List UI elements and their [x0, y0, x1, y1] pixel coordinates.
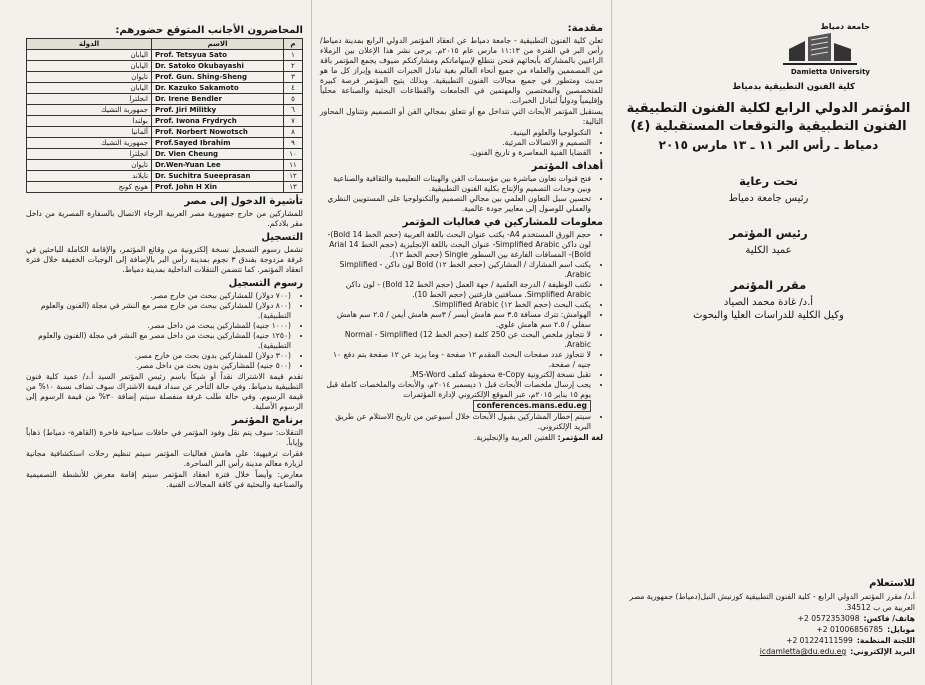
university-name-en: Damietta University — [790, 68, 870, 76]
info-list — [320, 230, 603, 432]
axis-item: • التكنولوجيا والعلوم البينية. — [320, 128, 591, 138]
rapporteur-role: وكيل الكلية للدراسات العليا والبحوث — [693, 310, 844, 321]
phone-label: هاتف/ فاكس: — [863, 614, 915, 623]
info-item: • تكتب الوظيفة / الدرجة العلمية / جهة العمل (حجم الخط 12 Bold) - لون داكن Simplified Arabic. مسافتين فارغتين (حجم الخط 10). — [320, 280, 591, 300]
axes-list — [320, 128, 603, 158]
speaker-country: بولندا — [27, 116, 152, 127]
fees-title: رسوم التسجيل — [228, 278, 303, 289]
right-column — [612, 0, 925, 685]
conference-date: دمياط ـ رأس البر ١١ ـ ١٣ مارس ٢٠١٥ — [658, 138, 879, 152]
contact-row — [622, 635, 915, 646]
speaker-row — [27, 72, 303, 83]
speaker-country: ألمانيا — [27, 127, 152, 138]
info-item: • يكتب اسم المشارك / المشاركين (حجم الخط ١٢) Bold لون داكن - Simplified Arabic. — [320, 260, 591, 280]
president-value: عميد الكلية — [745, 245, 792, 256]
register-text: تشمل رسوم التسجيل نسخة إلكترونية من وقائع المؤتمر، والإقامة الكاملة للباحثين في غرفة مزدوجة بفندق ٣ نجوم بمدينة رأس البر بالإضافة إلى الوجبات الخفيفة خلال فترة انعقاد المؤتمر. كما تتضمن التنقلات الداخلية بمدينة دمياط. — [26, 245, 303, 274]
speaker-country: انجلترا — [27, 149, 152, 160]
language-line — [320, 433, 603, 443]
info-item: • حجم الورق المستخدم A4- يكتب عنوان البحث باللغة العربية (حجم الخط 14 Bold)- لون داكن Simplified Arabic- عنوان البحث باللغة الإنجليزية (حجم الخط 14 Arial Bold)- المسافات الفارغة بين السطور Single (حجم الخط ١٢). — [320, 230, 591, 260]
goals-title: أهداف المؤتمر — [531, 161, 603, 172]
speaker-row — [27, 50, 303, 61]
speaker-country: جمهورية التشيك — [27, 138, 152, 149]
speaker-row — [27, 127, 303, 138]
speaker-name: Prof. Jiri Militky — [152, 105, 284, 116]
info-item: • تقبل نسخة إلكترونية e-Copy محفوظة كملف MS-Word. — [320, 370, 591, 380]
contact-row — [622, 613, 915, 624]
speakers-header-row — [27, 39, 303, 50]
info-item: • الهوامش: تترك مسافة ٣.٥ سم هامش أيسر / ٣سم هامش أيمن / ٢.٥ سم هامش سفلي / ٢.٥ سم هامش علوي. — [320, 310, 591, 330]
contact-title: للاستعلام — [869, 578, 915, 589]
goal-item: • تحسين سبل التعاون العلمي بين مجالي التصميم والتكنولوجيا على المستويين النظري والعملي للوصول إلى معايير جودة عالمية. — [320, 194, 591, 214]
language-label: لغة المؤتمر: — [557, 433, 603, 442]
header-name: الاسم — [152, 39, 284, 50]
info-item: • لا تتجاوز ملخص البحث عن 250 كلمة (حجم الخط 12) Normal - Simplified Arabic. — [320, 330, 591, 350]
speaker-country: جمهورية التشيك — [27, 105, 152, 116]
speaker-name: Prof.Sayed Ibrahim — [152, 138, 284, 149]
university-logo — [622, 18, 915, 84]
speaker-number: ٥ — [284, 94, 303, 105]
speaker-name: Dr. Suchitra Sueeprasan — [152, 171, 284, 182]
middle-column — [312, 0, 612, 685]
info-item — [320, 380, 591, 412]
conference-title: المؤتمر الدولي الرابع لكلية الفنون التطبيقية الفنون التطبيقية والتوقعات المستقبلية (٤) — [626, 101, 911, 134]
speakers-table — [26, 38, 303, 193]
university-building-icon — [775, 31, 865, 67]
email-link[interactable]: icdamletta@du.edu.eg — [759, 647, 847, 656]
speaker-country: اليابان — [27, 50, 152, 61]
faculty-name: كلية الفنون التطبيقية بدمياط — [732, 82, 855, 92]
speaker-country: اليابان — [27, 61, 152, 72]
contact-row — [622, 624, 915, 635]
speaker-name: Prof. Iwona Frydrych — [152, 116, 284, 127]
speaker-number: ٣ — [284, 72, 303, 83]
speaker-number: ٧ — [284, 116, 303, 127]
speaker-number: ٢ — [284, 61, 303, 72]
info-item: • سيتم إخطار المشاركين بقبول الأبحاث خلال أسبوعين من تاريخ الاستلام عن طريق البريد الإلكتروني. — [320, 412, 591, 432]
speaker-country: اليابان — [27, 83, 152, 94]
program-title: برنامج المؤتمر — [231, 415, 303, 426]
committee-label: اللجنة المنظمة: — [856, 636, 915, 645]
committee-value: +2 01224111599 — [786, 636, 853, 645]
speaker-number: ٨ — [284, 127, 303, 138]
patron-block — [622, 174, 915, 204]
fee-item: • (٥٠٠ جنيه) للمشاركين بدون بحث من داخل مصر. — [26, 361, 291, 371]
speaker-row — [27, 138, 303, 149]
fee-item: • (١٢٥٠ جنيه) للمشاركين ببحث من داخل مصر مع النشر في مجلة (الفنون والعلوم التطبيقية). — [26, 331, 291, 351]
president-block — [622, 226, 915, 256]
register-title: التسجيل — [261, 232, 303, 243]
speaker-name: Dr. Satoko Okubayashi — [152, 61, 284, 72]
fee-item: • (١٠٠٠ جنيه) للمشاركين ببحث من داخل مصر. — [26, 321, 291, 331]
info-item: • يكتب البحث (حجم الخط ١٢) Simplified Arabic. — [320, 300, 591, 310]
axis-item: • القضايا الفنية المعاصرة و تاريخ الفنون. — [320, 148, 591, 158]
speaker-number: ١ — [284, 50, 303, 61]
speaker-row — [27, 182, 303, 193]
speaker-name: Prof. Tetsyua Sato — [152, 50, 284, 61]
visa-title: تأشيرة الدخول إلى مصر — [184, 196, 303, 207]
speaker-row — [27, 105, 303, 116]
info-item: • لا تتجاوز عدد صفحات البحث المقدم ١٢ صفحة - وما يزيد عن ١٢ صفحة يتم دفع ١٠ جنيه / صفحة. — [320, 350, 591, 370]
speaker-number: ٦ — [284, 105, 303, 116]
speaker-row — [27, 171, 303, 182]
intro-text: تعلن كلية الفنون التطبيقية - جامعة دمياط عن انعقاد المؤتمر الدولي الرابع بمدينة دمياط/ رأس البر في الفترة من ١١:١٣ مارس عام ٢٠١٥م. يرجى نشر هذا الإعلان بين الزملاء الراغبين بالمشاركة بأبحاثهم فنحن نتطلع لإسهاماتكم ومشاركتكم ضيوف يجمع المؤتمر باقة من المصممين والعلماء من جميع أنحاء العالم بغية تبادل الخبرات الثمينة وإبراز كل ما هو حديث ومتطور في جميع مجالات الفنون التطبيقية. وبذلك يتيح المؤتمر فرصة كبيرة للمتخصصين والمختصين والمهتمين في الجامعات والقطاعات البحثية والصناعة محلياً وإقليمياً ودولياً لتبادل الخبرات. — [320, 36, 603, 105]
fee-item: • (٨٠٠ دولار) للمشاركين ببحث من خارج مصر مع النشر في مجلة (الفنون والعلوم التطبيقية). — [26, 301, 291, 321]
mobile-label: موبايل: — [887, 625, 915, 634]
speaker-row — [27, 149, 303, 160]
fees-note: تقدم قيمة الاشتراك نقداً أو شيكاً باسم رئيس المؤتمر السيد أ.د/ عميد كلية فنون التطبيقية بدمياط. وفي حالة التأخر عن سداد قيمة الاشتراك سوف تضاف نسبة ١٠% من قيمة الرسوم. وفي حالة طلب غرفة منفصلة سيتم إضافة ٣٠% من قيمة الرسوم إلى الرسوم الأصلية. — [26, 372, 303, 411]
speaker-name: Prof. John H Xin — [152, 182, 284, 193]
speaker-row — [27, 61, 303, 72]
contact-row — [622, 646, 915, 657]
left-column — [0, 0, 312, 685]
fee-item: • (٣٠٠ دولار) للمشاركين بدون بحث من خارج مصر. — [26, 351, 291, 361]
speaker-name: Prof. Norbert Nowotsch — [152, 127, 284, 138]
speaker-number: ١٢ — [284, 171, 303, 182]
header-country: الدولة — [27, 39, 152, 50]
email-label: البريد الإلكتروني: — [850, 647, 915, 656]
program-item: فقرات ترفيهية: على هامش فعاليات المؤتمر سيتم تنظيم رحلات استكشافية مجانية لزيارة معالم مدينة رأس البر الساحرة. — [26, 449, 303, 468]
speaker-row — [27, 160, 303, 171]
conference-url[interactable]: conferences.mans.edu.eg — [473, 400, 591, 412]
speaker-country: انجلترا — [27, 94, 152, 105]
president-label: رئيس المؤتمر — [729, 226, 808, 240]
fee-item: • (٧٠٠ دولار) للمشاركين ببحث من خارج مصر. — [26, 291, 291, 301]
speaker-name: Dr. Vien Cheung — [152, 149, 284, 160]
mobile-value: +2 01006856785 — [816, 625, 884, 634]
phone-value: +2 0572353098 — [797, 614, 860, 623]
speaker-number: ١٣ — [284, 182, 303, 193]
speaker-row — [27, 94, 303, 105]
program-item: معارض: وأيضاً خلال فترة انعقاد المؤتمر سيتم إقامة معرض للأنشطة التصميمية والصناعية والبحثية في كافة المجالات الفنية. — [26, 470, 303, 489]
axes-intro: يستقبل المؤتمر الأبحاث التي تتداخل مع أو تتعلق بمجالي الفن أو التصميم وتتناول المحاور التالية: — [320, 107, 603, 126]
goals-list — [320, 174, 603, 214]
speaker-number: ١٠ — [284, 149, 303, 160]
speaker-country: تايوان — [27, 160, 152, 171]
patron-label: تحت رعاية — [739, 174, 798, 188]
info-title: معلومات للمشاركين في فعاليات المؤتمر — [402, 217, 603, 228]
axis-item: • التصميم و الاتصالات المرئية. — [320, 138, 591, 148]
contact-address: أ.د/ مقرر المؤتمر الدولي الرابع - كلية الفنون التطبيقية كورنيش النيل(دمياط) جمهورية مصر العربية ص ب 34512. — [629, 592, 915, 612]
fees-list — [26, 291, 303, 371]
speakers-title: المحاضرون الأجانب المتوقع حضورهم: — [115, 25, 303, 36]
speaker-row — [27, 116, 303, 127]
speaker-name: Dr.Wen-Yuan Lee — [152, 160, 284, 171]
goal-item: • فتح قنوات تعاون مباشرة بين مؤسسات الفن والهيئات التعليمية والثقافية والصناعية وبين وحدات التصميم والإنتاج بكلية الفنون التطبيقية. — [320, 174, 591, 194]
speaker-country: تايلاند — [27, 171, 152, 182]
speaker-country: تايوان — [27, 72, 152, 83]
intro-title: مقدمة: — [567, 23, 603, 34]
language-value: اللغتين العربية والإنجليزية. — [473, 433, 556, 442]
header-number: م — [284, 39, 303, 50]
university-name: جامعة دمياط — [820, 22, 870, 31]
speaker-name: Dr. Irene Bendler — [152, 94, 284, 105]
speaker-row — [27, 83, 303, 94]
patron-value: رئيس جامعة دمياط — [728, 193, 809, 204]
speaker-name: Dr. Kazuko Sakamoto — [152, 83, 284, 94]
rapporteur-block — [622, 278, 915, 321]
program-item: التنقلات: سوف يتم نقل وفود المؤتمر في حافلات سياحية فاخرة (القاهرة- دمياط) ذهاباً وإياباً. — [26, 428, 303, 447]
speaker-country: هونج كونج — [27, 182, 152, 193]
submission-text: يجب إرسال ملخصات الأبحاث قبل ١ ديسمبر ٢٠١٤م، والأبحاث والملخصات كاملة قبل يوم ١٥ يناير ٢٠١٥م، عبر الموقع الإلكتروني لإدارة المؤتمرات — [326, 380, 591, 399]
speaker-number: ٤ — [284, 83, 303, 94]
rapporteur-name: أ.د/ غادة محمد الصياد — [723, 297, 814, 308]
speaker-number: ١١ — [284, 160, 303, 171]
contact-section — [622, 575, 915, 657]
rapporteur-label: مقرر المؤتمر — [730, 278, 807, 292]
speaker-name: Prof. Gun. Shing-Sheng — [152, 72, 284, 83]
visa-text: للمشاركين من خارج جمهورية مصر العربية الرجاء الاتصال بالسفارة المصرية من داخل مقر بلادكم. — [26, 209, 303, 228]
speaker-number: ٩ — [284, 138, 303, 149]
